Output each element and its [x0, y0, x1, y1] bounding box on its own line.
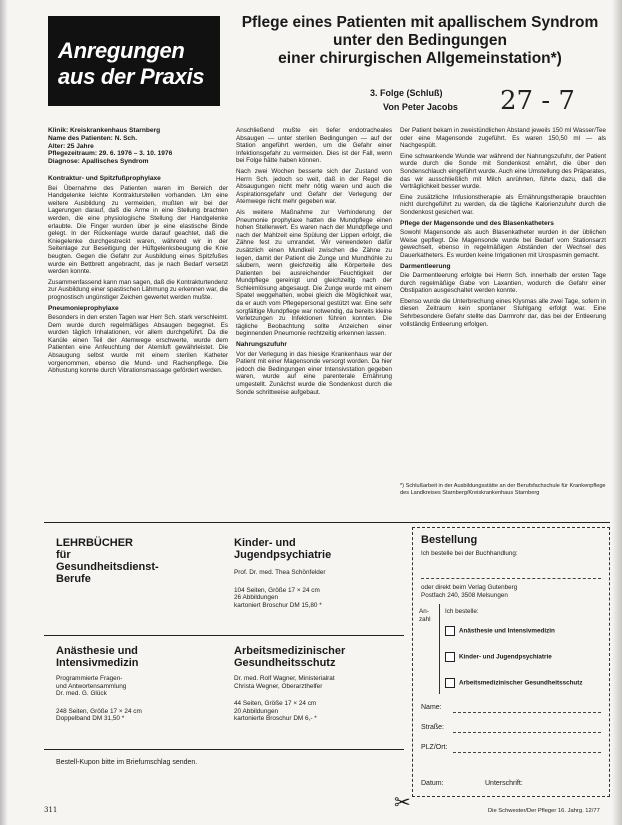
section-heading: Darmentleerung	[400, 262, 451, 270]
bookstore-line[interactable]	[421, 578, 601, 579]
paragraph: Nach zwei Wochen besserte sich der Zustand von Herrn Sch. jedoch so weit, daß in der Regel die Absaugungen nicht mehr nötig waren und auch die Aspirationsgefahr und Gefahr der Verlegung der Atemwege nicht mehr gegeben war.	[236, 167, 392, 206]
banner-line-1: Anregungen	[58, 38, 185, 63]
paragraph: Eine zusätzliche Infusionstherapie als Ernährungstherapie brauchten nicht durchgeführt zu werden, da die tägliche Kalorienzufuhr durch die Sondenkost gesichert war.	[400, 193, 606, 216]
meta-line: Name des Patienten: N. Sch.	[48, 134, 138, 142]
paragraph: Bei Übernahme des Patienten waren im Bereich der Handgelenke leichte Kontrakturstellen vorhanden. Um eine weitere Ausbildung zu vermeiden, mußten wir bei der Lagerungen darauf, daß die Arme in eine Stellung brachten werden, die eine physiologische Stellung der Handgelenke erlaubte. Die Finger wurden über je eine elastische Binde gelegt. In der Rückenlage wurde darauf geachtet, daß die Kniegelenke durchgestreckt waren, während wir in der Seitenlage zur Beseitigung der Hüftgelenksbeugung die Knie beugten. Gegen die Gefahr zur Ausbildung eines Spitzfußes wurde ein Bettbrett angebracht, das je nach Bedarf versetzt werden konnte.	[48, 184, 228, 276]
ad-author: Dr. med. G. Glück	[56, 690, 107, 698]
order-item-label: Kinder- und Jugendpsychiatrie	[459, 653, 552, 661]
meta-line: Alter: 25 Jahre	[48, 142, 94, 150]
section-banner	[48, 16, 220, 106]
ad-block-arbeitsmedizin	[234, 645, 399, 723]
footnote: *) Schlußarbeit in der Ausbildungsstätte an der Berufsfachschule für Krankenpflege des Landkreises Starnberg/Kreiskrankenhaus Starnberg	[400, 483, 606, 496]
article-title	[230, 14, 610, 68]
order-item[interactable]	[445, 652, 552, 662]
ad-author: und Antwortensammlung	[56, 682, 127, 690]
ad-detail: Doppelband DM 31,50 *	[56, 715, 125, 723]
ad-title-line: Arbeitsmedizinischer	[234, 645, 346, 657]
meta-line: Klinik: Kreiskrankenhaus Starnberg	[48, 127, 161, 134]
ad-detail: 20 Abbildungen	[234, 707, 279, 715]
ad-detail: kartoniert Broschur DM 15,80 *	[234, 601, 322, 609]
paragraph: Eine schwankende Wunde war während der Nahrungszufuhr, der Patient wurde durch die Sonde mit Sondenkost ernährt, die über den Sondenschlauch eingeführt wurde. Auch eine Umstellung des Präparates, das wir ausschließlich mit Milch anrührten, führte dazu, daß die Verträglichkeit besser wurde.	[400, 152, 606, 191]
order-title: Bestellung	[421, 534, 478, 546]
page-number: 311	[44, 806, 58, 814]
ad-title-line: Kinder- und	[234, 537, 296, 549]
paragraph: Ebenso wurde die Unterbrechung eines Klysmas alle zwei Tage, sofern in diesen Zeitraum kein spontaner Stuhlgang erfolgt war. Eine Sehrbesondere Gefahr stellte das Darmrohr dar, das bei der Entleerung vollständig Entleerung erfolgen.	[400, 297, 606, 328]
order-item-label: Anästhesie und Intensivmedizin	[459, 627, 555, 635]
signature-label: Unterschrift:	[485, 780, 523, 787]
ad-title-line: für	[56, 549, 71, 561]
ad-title-line: Gesundheitsdienst-	[56, 561, 159, 573]
street-label: Straße:	[421, 724, 444, 731]
name-label: Name:	[421, 704, 442, 711]
quantity-label-line: zahl	[419, 615, 431, 623]
handwritten-note: 27 - 7	[500, 86, 575, 116]
ad-author: Dr. med. Rolf Wagner, Ministerialrat	[234, 675, 335, 682]
paragraph: Die Darmentleerung erfolgte bei Herrn Sch. innerhalb der ersten Tage durch regelmäßige Gabe von Laxantien, wodurch die Gefahr einer Obstipation ausgeschaltet werden konnte.	[400, 272, 606, 295]
order-item[interactable]	[445, 626, 555, 636]
ad-block-kinder	[234, 537, 399, 609]
order-checkbox[interactable]	[445, 652, 455, 662]
divider	[44, 635, 404, 636]
name-field[interactable]	[453, 712, 601, 713]
ad-author: Prof. Dr. med. Thea Schönfelder	[234, 569, 326, 576]
ad-title-line: Anästhesie und	[56, 645, 138, 657]
street-field[interactable]	[453, 732, 601, 733]
section-heading: Kontraktur- und Spitzfußprophylaxe	[48, 175, 161, 182]
order-coupon	[412, 527, 610, 797]
order-checkbox[interactable]	[445, 626, 455, 636]
ad-detail: 248 Seiten, Größe 17 × 24 cm	[56, 707, 142, 715]
author-byline: Von Peter Jacobs	[383, 102, 458, 112]
divider	[44, 522, 610, 523]
banner-line-2: aus der Praxis	[58, 64, 205, 89]
quantity-column-rule	[439, 604, 440, 694]
series-label: 3. Folge (Schluß)	[370, 88, 443, 98]
ad-author: Christa Wegner, Oberarzthelfer	[234, 682, 323, 690]
city-field[interactable]	[453, 752, 601, 753]
order-alt-2: Postfach 240, 3508 Melsungen	[421, 592, 508, 599]
paragraph: Vor der Verlegung in das hiesige Krankenhaus war der Patient mit einer Magensonde versorgt worden. Da hier jedoch die Bedingungen einer Intensivstation gegeben waren, wurde auf eine parenterale Ernährung umgestellt. Zunächst wurde die Sondenkost durch die Sonde schrittweise aufgebaut.	[236, 350, 392, 396]
paragraph: Der Patient bekam in zweistündlichen Abstand jeweils 150 ml Wasser/Tee oder eine Magensonde zugeführt. Es waren 150,50 ml — als Nachgespült.	[400, 127, 606, 150]
title-line-3: einer chirurgischen Allgemeinstation*)	[278, 50, 562, 67]
quantity-label	[419, 608, 437, 623]
city-label: PLZ/Ort:	[421, 744, 448, 751]
section-heading: Pneumonieprophylaxe	[48, 304, 119, 312]
ad-title-line: Berufe	[56, 573, 91, 585]
order-item[interactable]	[445, 678, 583, 688]
title-line-2: unter den Bedingungen	[333, 32, 507, 49]
order-alt-1: oder direkt beim Verlag Gutenberg	[421, 584, 518, 591]
journal-reference: Die Schwester/Der Pfleger 16. Jahrg. 12/77	[488, 808, 600, 814]
ad-detail: 104 Seiten, Größe 17 × 24 cm	[234, 586, 320, 594]
ad-detail: kartonierte Broschur DM 6,- *	[234, 715, 317, 723]
order-checkbox[interactable]	[445, 678, 455, 688]
meta-line: Pflegezeitraum: 29. 6. 1976 – 3. 10. 1976	[48, 150, 173, 158]
ad-title-line: Gesundheitsschutz	[234, 657, 336, 669]
ad-footer: Bestell-Kupon bitte im Briefumschlag senden.	[56, 759, 198, 766]
ad-detail: 44 Seiten, Größe 17 × 24 cm	[234, 700, 317, 708]
book-advertisement	[44, 527, 404, 795]
paragraph: Besonders in den ersten Tagen war Herr Sch. stark verschleimt. Dem wurde durch regelmäßiges Absaugen begegnet. Es wurden täglich Inhalationen, vor allem durchgeführt. Da die Kanüle einen Teil der Atemwege erschwerte, wurde dem Patienten eine Anfeuchtung der Atemluft gewährleistet. Die Absaugung selbst wurde mit einem sterilen Katheter vorgenommen, ebenso die Mund- und Rachenpflege. Die Abhustung konnte durch Vibrationsmassage gefördert werden.	[48, 314, 228, 375]
section-heading: Pflege der Magensonde und des Blasenkatheters	[400, 219, 554, 227]
meta-line: Diagnose: Apallisches Syndrom	[48, 158, 149, 166]
ad-block-anaesthesie	[56, 645, 226, 723]
paragraph: Zusammenfassend kann man sagen, daß die Kontrakturtendenz zur Ausbildung einer spastischen Lähmung zu erkennen war, die prognostisch ungünstiger Zeichen gewertet werden mußte.	[48, 278, 228, 301]
quantity-label-line: An-	[419, 608, 429, 615]
order-intro: Ich bestelle bei der Buchhandlung:	[421, 550, 518, 557]
order-item-label: Arbeitsmedizinischer Gesundheitsschutz	[459, 679, 583, 687]
divider	[44, 749, 404, 750]
ad-title-line: Jugendpsychiatrie	[234, 549, 332, 561]
page-edge-shadow-right	[612, 0, 622, 825]
ad-block-lehrbuecher	[56, 537, 226, 585]
paragraph: Anschließend mußte ein tiefer endotracheales Absaugen — unter sterilen Bedingungen — auf der Station angeführt werden, um die Gefahr einer Infektionsgefahr zu vermeiden. Dies ist der Fall, wenn bei Folge hätte haben können.	[236, 127, 392, 165]
ad-title-line: LEHRBÜCHER	[56, 537, 133, 549]
date-label: Datum:	[421, 780, 444, 787]
ad-title-line: Intensivmedizin	[56, 657, 139, 669]
article-column-2	[236, 127, 392, 517]
page-edge-shadow	[0, 0, 8, 825]
paragraph: Als weitere Maßnahme zur Verhinderung der Pneumonie prophylaxe hatten die Mundpflege einen hohen Stellenwert. Es waren nach der Mundpflege und nach der Mahlzeit eine Spülung der Lippen erfolgt, die Zähne fest zu umrandet. Wir verwendeten dafür zusätzlich einen Mundkeil zwischen die Zähne zu legen, damit der Patient die Zunge und Mundhöhle zu säubern, wenn gleichzeitig alle Körperteile des Patienten bei ausreichender Feuchtigkeit der Mundpflege gereinigt und gleichzeitig nach der Schleimlösung abgesaugt. Die Zunge wurde mit einem Spatel weggehalten, wobei gleich die Möglichkeit war, da er auch vom Pflegepersonal gestützt war. Eine sehr sorgfältige Mundpflege war notwendig, da bereits kleine Verletzungen zu Infektionen führen konnten. Die tägliche Beobachtung sollte Anzeichen einer beginnenden Pneumonie rechtzeitig erkennen lassen.	[236, 208, 392, 338]
ad-detail: 26 Abbildungen	[234, 594, 279, 602]
section-heading: Nahrungszufuhr	[236, 341, 287, 349]
article-column-1	[48, 172, 228, 517]
patient-meta	[48, 127, 228, 166]
ad-author: Programmierte Fragen-	[56, 675, 123, 682]
paragraph: Sowohl Magensonde als auch Blasenkatheter wurden in der üblichen Weise gepflegt. Die Magensonde wurde bei Bedarf vom Stationsarzt gewechselt, ebenso in regelmäßigen Abständen der Wechsel des Dauerkatheters. Es wurden keine Irrigationen mit Urospasmin gemacht.	[400, 229, 606, 259]
title-line-1: Pflege eines Patienten mit apallischem Syndrom	[241, 14, 599, 31]
order-text: Ich bestelle:	[445, 608, 479, 615]
article-column-3	[400, 127, 606, 479]
scissors-icon: ✂	[394, 792, 411, 814]
